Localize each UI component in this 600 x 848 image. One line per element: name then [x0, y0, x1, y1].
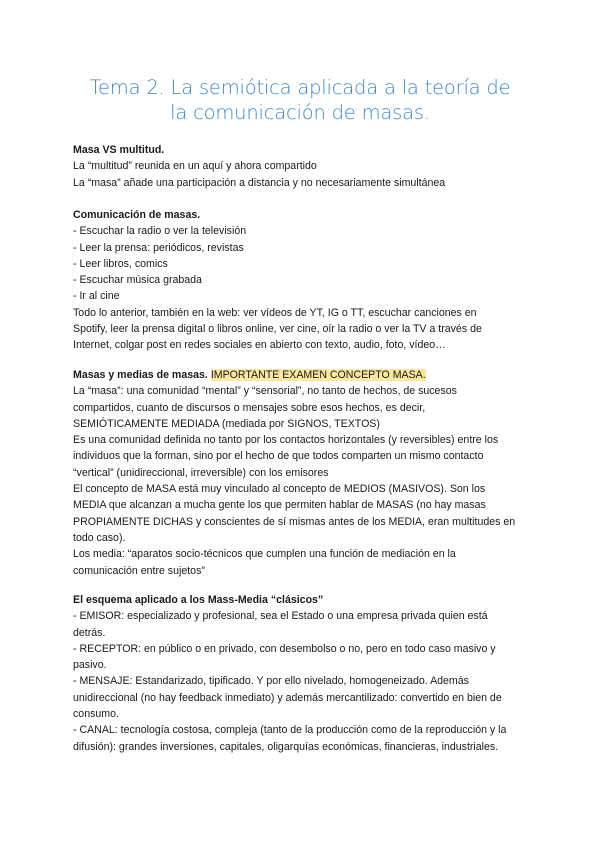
paragraph-line: pasivo. [73, 659, 107, 672]
paragraph-line: “vertical” (unidireccional, irreversible) con los emisores [73, 466, 329, 479]
section-heading: Comunicación de masas. [73, 209, 201, 221]
paragraph-line: unidireccional (no hay feedback inmediato) y además mercantilizado: convertido en bien de [73, 691, 502, 704]
paragraph-line: consumo. [73, 708, 119, 721]
paragraph-line: detrás. [73, 626, 106, 639]
section-masas-y-medias [73, 367, 535, 579]
paragraph-line: Todo lo anterior, también en la web: ver vídeos de YT, IG o TT, escuchar canciones en [73, 306, 477, 319]
paragraph-line: PROPIAMENTE DICHAS y conscientes de sí mismas antes de los MEDIA, eran multitudes en [73, 515, 516, 528]
paragraph-line: - MENSAJE: Estandarizado, tipificado. Y por ello nivelado, homogeneizado. Además [73, 675, 469, 688]
list-item: - Ir al cine [73, 290, 120, 303]
paragraph-line: comunicación entre sujetos” [73, 564, 205, 577]
paragraph-line: El concepto de MASA está muy vinculado al concepto de MEDIOS (MASIVOS). Son los [73, 483, 486, 496]
title-line-1: Tema 2. La semiótica aplicada a la teoría de [89, 76, 511, 99]
paragraph-line: - CANAL: tecnología costosa, compleja (tanto de la producción como de la reproducción y la [73, 724, 507, 737]
section-heading: El esquema aplicado a los Mass-Media “clásicos” [73, 594, 324, 606]
paragraph-line: La “masa”: una comunidad “mental” y “sensorial”, no tanto de hechos, de sucesos [73, 385, 457, 398]
paragraph-line: La “masa” añade una participación a distancia y no necesariamente simultánea [73, 176, 446, 189]
section-heading-text: Masas y medias de masas. [73, 369, 208, 381]
paragraph-line: Spotify, leer la prensa digital o libros online, ver cine, oír la radio o ver la TV a través de [73, 323, 482, 336]
list-item: - Escuchar música grabada [73, 274, 202, 287]
paragraph-line: MEDIA que alcanzan a mucha gente los que permiten hablar de MASAS (no hay masas [73, 499, 486, 512]
paragraph-line: todo caso). [73, 531, 126, 544]
paragraph-line: Los media: “aparatos socio-técnicos que cumplen una función de mediación en la [73, 548, 456, 561]
paragraph-line: - RECEPTOR: en público o en privado, con desembolso o no, pero en todo caso masivo y [73, 642, 496, 655]
paragraph-line: SEMIÓTICAMENTE MEDIADA (mediada por SIGNOS, TEXTOS) [73, 417, 380, 430]
section-heading: Masa VS multitud. [73, 144, 165, 156]
paragraph-line: - EMISOR: especializado y profesional, sea el Estado o una empresa privada quien está [73, 610, 488, 623]
section-esquema-mass-media [73, 592, 535, 755]
title-line-2: la comunicación de masas. [170, 101, 430, 124]
paragraph-line: Internet, colgar post en redes sociales en abierto con texto, audio, foto, vídeo… [73, 339, 446, 352]
paragraph-line: Es una comunidad definida no tanto por los contactos horizontales (y reversibles) entre los [73, 434, 499, 447]
paragraph-line: difusión): grandes inversiones, capitales, oligarquías económicas, financieras, industriales. [73, 740, 499, 753]
paragraph-line: La “multitud” reunida en un aquí y ahora compartido [73, 160, 317, 173]
section-comunicacion-de-masas [73, 207, 535, 354]
list-item: - Escuchar la radio o ver la televisión [73, 225, 247, 238]
paragraph-line: individuos que la forman, sino por el hecho de que todos comparten un mismo contacto [73, 450, 484, 463]
highlight-note: IMPORTANTE EXAMEN CONCEPTO MASA. [210, 369, 426, 381]
list-item: - Leer la prensa: periódicos, revistas [73, 241, 244, 254]
section-masa-vs-multitud [73, 142, 535, 191]
section-heading [73, 367, 535, 383]
document-title [60, 75, 540, 125]
list-item: - Leer libros, comics [73, 257, 168, 270]
paragraph-line: compartidos, cuanto de discursos o mensajes sobre esos hechos, es decir, [73, 401, 426, 414]
